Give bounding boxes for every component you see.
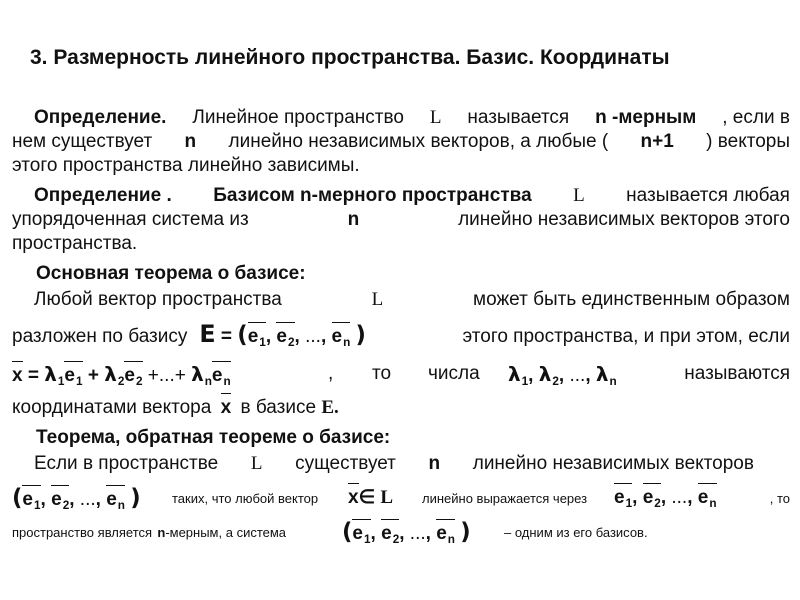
def2-text: упорядоченная система из	[12, 209, 249, 230]
theorem1-line1	[34, 288, 790, 312]
n-dimensional-term: n -мерным	[595, 107, 697, 128]
theorem1-heading: Основная теорема о базисе:	[36, 263, 306, 284]
basis-definition-term: Базисом n-мерного пространства	[213, 185, 532, 206]
theorem1-text: ,	[328, 363, 334, 384]
def2-line3: пространства.	[12, 233, 138, 254]
n-plus-one: n+1	[640, 131, 674, 152]
coordinate-list: $\lambda_1$, $\lambda_2$, ..., $\lambda_n$	[508, 362, 617, 389]
theorem2-line2: ($e_1$, $e_2$, ..., $e_n$ ) таких, что любой вектор x∈ L линейно выражается через $e_1$, $e_2$, ..., $e_n$ , то	[12, 485, 790, 513]
theorem1-text: этого пространства, и при этом, если	[462, 326, 790, 347]
vector-system: ($e_1$, $e_2$, ..., $e_n$ )	[12, 485, 141, 513]
theorem1-text: то	[372, 363, 392, 384]
n-symbol: n	[347, 209, 360, 230]
def2-label: Определение .	[34, 185, 172, 206]
theorem1-text: может быть единственным образом	[473, 289, 790, 310]
theorem2-line1: Если в пространстве L существует n линейно независимых векторов	[34, 453, 754, 474]
def1-line3: этого пространства линейно зависимы.	[12, 155, 360, 176]
space-L: L	[371, 289, 384, 310]
space-L: L	[429, 107, 442, 128]
vector-list: $e_1$, $e_2$, ..., $e_n$	[614, 487, 717, 511]
def1-line2	[12, 130, 790, 154]
theorem1-text: Любой вектор пространства	[34, 289, 282, 310]
page-title: 3. Размерность линейного пространства. Базис. Координаты	[30, 46, 670, 69]
theorem1-text: числа	[428, 363, 480, 384]
def1-text: Линейное пространство	[192, 107, 404, 128]
basis-formula: $E = (e_1$, $e_2$, ..., $e_n$ )	[199, 320, 366, 350]
x-in-L: x∈ L	[348, 487, 394, 508]
def2-line2	[12, 208, 790, 232]
def2-line1	[34, 184, 790, 208]
basis-system: ($e_1$, $e_2$, ..., $e_n$ )	[342, 519, 471, 547]
theorem1-line4: координатами вектора x в базисе E.	[12, 397, 339, 418]
def1-text: , если в	[722, 107, 790, 128]
expansion-formula: $x = \lambda_1e_1 + \lambda_2e_2$ +...+ $\lambda_ne_n$	[12, 362, 231, 389]
def1-line1	[34, 106, 790, 130]
theorem2-heading: Теорема, обратная теореме о базисе:	[36, 427, 391, 448]
def1-text: нем существует	[12, 131, 153, 152]
def2-text: линейно независимых векторов этого	[458, 209, 790, 230]
theorem1-text: называются	[684, 363, 790, 384]
theorem2-line3: пространство является n-мерным, а система ($e_1$, $e_2$, ..., $e_n$ ) – одним из его базисов.	[12, 519, 648, 547]
def1-text: линейно независимых векторов, а любые (	[228, 131, 609, 152]
def2-text: называется любая	[626, 185, 790, 206]
def1-text: ) векторы	[706, 131, 790, 152]
space-L: L	[573, 185, 585, 206]
theorem1-line3	[12, 362, 790, 390]
def1-text: называется	[467, 107, 570, 128]
theorem1-line2	[12, 322, 790, 351]
theorem1-text: разложен по базису	[12, 326, 188, 347]
n-symbol: n	[184, 131, 197, 152]
def1-label: Определение.	[34, 107, 167, 128]
